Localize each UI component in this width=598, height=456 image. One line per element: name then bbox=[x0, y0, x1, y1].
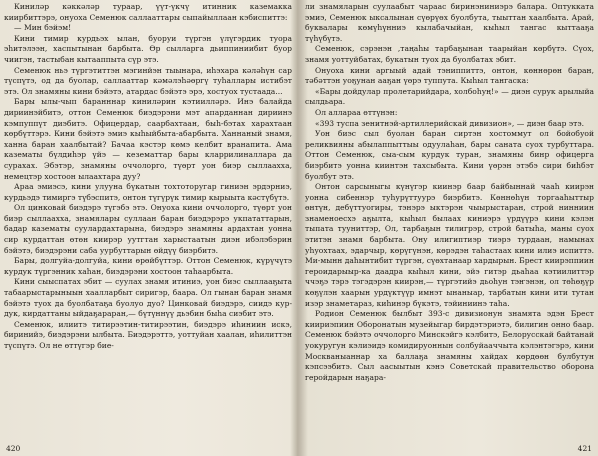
right-page bbox=[305, 0, 594, 456]
paragraph: «Бары дойдулар пролетарийдара, холбоһуң!» — диэн сурук арылыйа сылдьара. bbox=[305, 86, 594, 107]
paragraph: Семенюк, илиитэ титирээтин-титирээтин, биэдэрэ иһиниин искэ, биринийэ, биэдэрэни ылбыта. Биэдэрэттэ, уоттуйан хаалан, иһилиттэн түспүтэ. Ол не өттүгэр бие- bbox=[4, 319, 292, 350]
left-page bbox=[4, 0, 292, 456]
paragraph: ли знамяларын суулаабыт чараас биринэниниэрэ балара. Оптукката эмиэ, Семенюк ыксалынан сүөрүөх буолбута, тыыттан хаалбыта. Арай, буквалары көмүһүнниэ кылабачыйан, кыһыл тангас кыттааҕа түһүбүтэ. bbox=[305, 2, 594, 43]
page-number-right: 421 bbox=[577, 444, 592, 453]
paragraph: Кини сыыспатах эбит — суулах знамя итиниэ, уон биэс сыллааҕыта табаарыстарыныын хаалларбыт сиригэр, баара. Ол гынан баран знамя бэйэтэ туох да буолбатаҕа буолуо дуо? Цинковай биэдэрэ, сиидэ курдук, кирдаттаны ыйдаҕараран,— бүтүннүү дьэбин быһа сиэбит этэ. bbox=[4, 277, 292, 319]
paragraph: Киниләр кәккәләр тураар, үүт-үкчү итинник каземакка киирбиттэрэ, онуоха Семенюк саллааттары сыпайыллаан кэбиспиттэ: bbox=[4, 2, 292, 22]
paragraph: «393 туспа зенитнэй-артиллерийскай дивизион», — диэн баар этэ. bbox=[315, 118, 584, 128]
paragraph: Ол цинковай биэдэрэ түгэбэ этэ. Онуоха кини оччолорго, түөрт уон биэр сыллаахха, знамялары суллаан баран биэдэрэрэ укпататтарын, бадар казематы суулардахтарына, биэдэрэ знамяны ардахтан уонна сир курдаттан өтөн киирэр уутгтан харыстаатын диэн ибэлэбэрин бэйэтэ, биэдэрэни саба уурбуттарын өйдүү биэрбитэ. bbox=[4, 203, 292, 255]
paragraph: Ол аллараа өттүнэн: bbox=[315, 107, 398, 117]
page-number-left: 420 bbox=[6, 444, 21, 453]
paragraph: Уон биэс сыл буолан баран сиртэн хостоммут ол бойобуой реликвияны абылаппыттыы одуулаһан, бары саната суох турбуттара. Оттон Семенюк, сыа-сым курдук туран, знамяны бинр офицерга биэрбитэ уонна киинтэн тахсыбыта. Кини үөрэн этэбэ сири биһбэт буолбут этэ. bbox=[305, 129, 594, 181]
paragraph: Онтон сарсыныгы күнүгэр киинэр баар байбыннай чааһ киирэн уонна сибеннэр туһурүттуурэ биэрбитэ. Көннөһүн торгааһыттыр өнтүн, дебүттуогиры, тэнэрэ ыктэрэн чыырыстаран, строй нинниин знаменоесхэ аҕылта, кыһыл былаах киниэрэ үрдүүрэ кини кэлэн тыпата тууниттэр, Ол, тарбаҕын тилигрэр, строй батыһа, маны суох этитэн знамя барбыта. Ону илигиптиэр тиэрэ турдаан, намынах уһуохтаах, эдарчыр, көрүгүнэн, көрэдэн таһастаах кини илиэ испиттэ. Ми-мынн даһынтибит түргэн, сүөхтанаар хардырын. Брест киирэппиин героидарыыр-ка даадра кыһыл кини, эйэ гитэр дьаһаа кэтиилиттэр ччэҕэ тэрэ тэгэдэрэн киирэн,— түргэтийэ дьоһун тэҥэнэн, ол төһөҕүр көҕүлэн хаарын урдүктүүр имнэт ынаныар, тарбатын кини ити тутан изэр знаметараз, киһинэр бүкэтэ, тэйиниинэ таһа. bbox=[305, 182, 594, 308]
paragraph: Бары ылы-чып баранннар киниләрин кэтиилләрэ. Инэ балайда дириинэйбитэ, оттон Семенюк биэдэрэни мэт апарданнан дириинэ кэмпуппүт диэбитэ. Офицердар, саарбахтаан, быһ-бэтах харахтаан көрбүттэрэ. Кини бэйэтэ эмиэ кыһыйбыта-абарбыта. Ханнаный знамя, ханна баран хаалбытай? Бачаа кэстэр көмэ келбит вранапита. Ама казематы бүлдиһэр үйэ — кезематтар бары кларрилиналлара да сурахах. Эбэтэр, знамяны оччолорго, түөрт уон биэр сыллаахха, немецтэр хостоон ылаахтара дуу? bbox=[4, 97, 292, 181]
paragraph: Кини тимир курдьэх ылан, буоруи түргэн үлүгэрдик туора эһитэлээн, хаспытынан барбыта. Өр сылларга дьиппиниибит буор чиигэн, тастыбан кытааппыта сүр этэ. bbox=[4, 33, 292, 64]
paragraph: — Мин бэйэм! bbox=[14, 23, 72, 33]
paragraph: Бары, долгуйа-долгуйа, кини өрөйбүттэр. Оттон Семенюк, күрүчүтэ курдук түргэнник хаһан, биэдэрэни хостоон таһаарбыта. bbox=[4, 256, 292, 276]
right-page-text bbox=[305, 2, 594, 383]
paragraph: Онуоха кини аргыый адай тэниппиттэ, онтон, көннөрөн баран, тәбәттэн уоҕунан ааҕан үөрэ туппута. Кыһыл тангаска: bbox=[305, 65, 594, 86]
left-page-text bbox=[4, 2, 292, 352]
paragraph: Родион Семенюк былбыт 393-с дивизионун знамята эдэн Брест киириэпиин Оборонатын музейыгар бирдэтэриэтэ, билигин онно баар. Семенюк бэйэтэ оччолорго Минскэйгэ кэлбитэ, Белорусскай байтанай уокуругун кэлиэидэ комидируоннын солбуйааччыта кэлэнтэгэрэ, кини Москваныаннар ха баллаҕа знамяны хайдах көрдөөн булбутун кэпсээбитэ. Сыл аасыытын кэнэ Советскай правительство оборона геройдарын наҕара- bbox=[305, 309, 594, 382]
paragraph: Араа эмиэсэ, кини улууна бүкатын тохтоторугар гиниэн эрдэрниэ, курдьэдэ тимиргэ түбэспитэ, онтон түгүрүк тимир кырыыта кәстүбүтэ. bbox=[4, 182, 292, 202]
paragraph: Семенюк, сэрэнэн ,таңаһы тарбаҕынан таарыйан көрбүтэ. Сүох, знамя уоттуйбатах, букатын туох да буолбатах эбит. bbox=[305, 44, 594, 64]
paragraph: Семенюк ньэ түргэтиттэн мэгинйэн тыынара, иһэхара кәләһүн сар түспүтэ, од да буолар, саллааттар кәмәлэһәөргү туһаллары истибэт этэ. Ол знамяны кини бэйэтэ, атардас бэйэтэ эрэ, хостуох тустаада... bbox=[4, 65, 292, 96]
